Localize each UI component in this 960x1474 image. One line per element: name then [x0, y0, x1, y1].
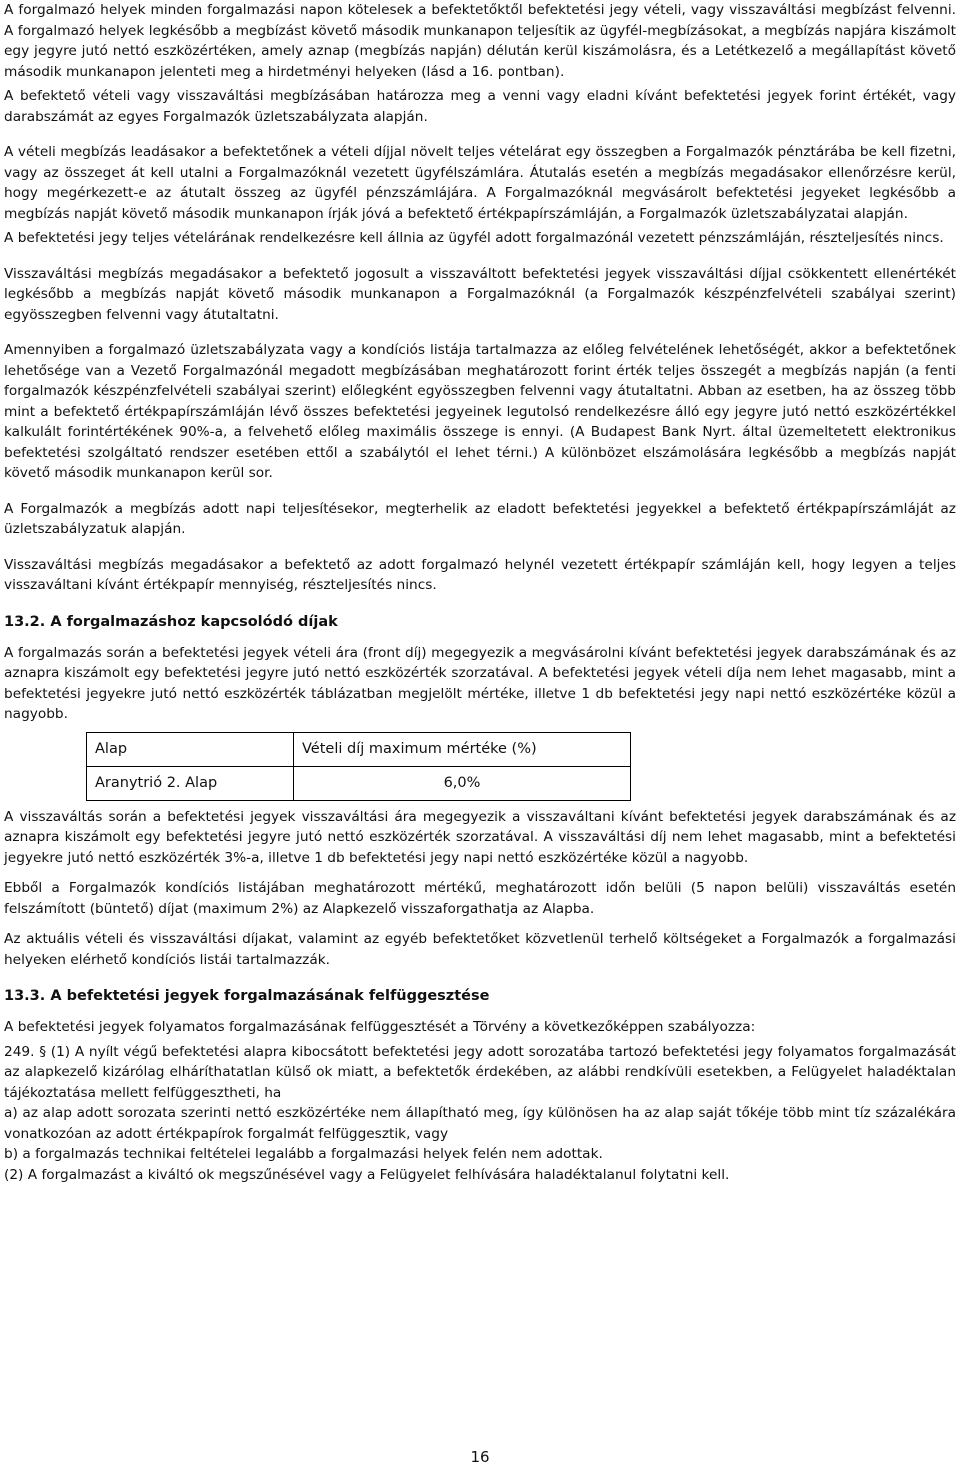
paragraph-suspension-intro: A befektetési jegyek folyamatos forgalmazásának felfüggesztését a Törvény a következőképpen szabályozza: [4, 1019, 756, 1035]
section-heading-fees: 13.2. A forgalmazáshoz kapcsolódó díjak [4, 613, 338, 630]
paragraph-purchase-payment: A vételi megbízás leadásakor a befektetőnek a vételi díjjal növelt teljes vételárat egy összegben a Forgalmazók pénztárába be kell fizetni, vagy az összeget át kell utalni a Forgalmazóknál vezetett ügyfélszámlára. Átutalás esetén a megbízás megadásakor ellenőrzésre kerül, hogy megérkezett-e az átutalt összeg az ügyfél pénzszámlájára. A Forgalmazóknál megvásárolt befektetési jegyeket legkésőbb a megbízás napját követő második munkanapon írják jóvá a befektető értékpapírszámláján, a Forgalmazók üzletszabályzatai alapján. [4, 144, 956, 222]
paragraph-debit-securities: A Forgalmazók a megbízás adott napi teljesítésekor, megterhelik az eladott befektetési jegyekkel a befektető értékpapírszámláját az üzletszabályzatuk alapján. [4, 500, 956, 537]
paragraph-law-item-2: (2) A forgalmazást a kiváltó ok megszűnésével vagy a Felügyelet felhívására haladéktalanul folytatni kell. [4, 1166, 730, 1183]
table-header-fund: Alap [87, 732, 294, 766]
document-page [4, 0, 956, 1185]
table-cell-fund: Aranytrió 2. Alap [87, 766, 294, 800]
section-heading-suspension: 13.3. A befektetési jegyek forgalmazásának felfüggesztése [4, 988, 490, 1004]
table-header-fee: Vételi díj maximum mértéke (%) [294, 732, 631, 766]
paragraph-purchase-fee: A forgalmazás során a befektetési jegyek vételi ára (front díj) megegyezik a megvásárolni kívánt befektetési jegyek darabszámának és az aznapra kiszámolt egy befektetési jegyre jutó nettó eszközérték szorzatával. A befektetési jegyek vételi díja nem lehet magasabb, mint a befektetési jegyekre jutó nettó eszközérték táblázatban megjelölt mértéke, illetve 1 db befektetési jegy napi nettó eszközértéke közül a nagyobb. [4, 644, 956, 722]
paragraph-law-249: 249. § (1) A nyílt végű befektetési alapra kibocsátott befektetési jegy adott sorozatába tartozó befektetési jegy folyamatos forgalmazását az alapkezelő kizárólag elháríthatatlan külső ok miatt, a befektetők érdekében, az alábbi rendkívüli esetekben, a Felügyelet haladéktalan tájékoztatása mellett felfüggesztheti, ha [4, 1043, 956, 1101]
paragraph-law-item-b: b) a forgalmazás technikai feltételei legalább a forgalmazási helyek felén nem adottak. [4, 1146, 603, 1162]
table-row [87, 766, 631, 800]
paragraph-penalty-fee: Ebből a Forgalmazók kondíciós listájában meghatározott mértékű, meghatározott időn belüli (5 napon belüli) visszaváltás esetén felszámított (büntető) díjat (maximum 2%) az Alapkezelő visszaforgathatja az Alapba. [4, 880, 956, 917]
page-number: 16 [470, 1448, 490, 1466]
paragraph-current-fees: Az aktuális vételi és visszaváltási díjakat, valamint az egyéb befektetőket közvetlenül terhelő költségeket a Forgalmazók a forgalmazási helyeken elérhető kondíciós listái tartalmazzák. [4, 931, 956, 968]
paragraph-advance-payment: Amennyiben a forgalmazó üzletszabályzata vagy a kondíciós listája tartalmazza az előleg felvételének lehetőségét, akkor a befektetőnek lehetősége van a Vezető Forgalmazónál megadott megbízásában meghatározott forint érték teljes összegét a megbízás napján (a fenti forgalmazók készpénzfelvételi szabályai szerint) előlegként egyösszegben felvenni vagy átutaltatni. Abban az esetben, ha az összeg több mint a befektető értékpapírszámláján lévő összes befektetési jegyeinek legutolsó rendelkezésre álló egy jegyre jutó nettó eszközértékkel kalkulált forintértékének 90%-a, a felvehető előleg maximális összege is ennyi. (A Budapest Bank Nyrt. által üzemeltetett elektronikus befektetési szolgáltató rendszer esetében ettől a szabálytól el lehet térni.) A különbözet elszámolására legkésőbb a megbízás napját követő második munkanapon kerül sor. [4, 342, 956, 481]
paragraph-redemption-fee: A visszaváltás során a befektetési jegyek visszaváltási ára megegyezik a visszaváltani kívánt befektetési jegyek darabszámának és az aznapra kiszámolt egy befektetési jegyre jutó nettó eszközérték szorzatával. A visszaváltási díj nem lehet magasabb, mint a befektetési jegyekre jutó nettó eszközérték 3%-a, illetve 1 db befektetési jegy napi nettó eszközértéke közül a nagyobb. [4, 808, 956, 866]
paragraph-law-item-a: a) az alap adott sorozata szerinti nettó eszközértéke nem állapítható meg, így különösen ha az alap saját tőkéje több mint tíz százalékára vonatkozóan az adott értékpapírok forgalmát felfüggesztik, vagy [4, 1105, 956, 1142]
paragraph-order-acceptance: A forgalmazó helyek minden forgalmazási napon kötelesek a befektetőktől befektetési jegy vételi, vagy visszaváltási megbízást felvenni. A forgalmazó helyek legkésőbb a megbízást követő második munkanapon teljesítik az ügyfél-megbízásokat, a megbízás napjára kiszámolt egy jegyre jutó nettó eszközértéken, amely aznap (megbízás napján) délután kerül kiszámolásra, és a Letétkezelő a megállapítást követő második munkanapon jelenteti meg a hirdetményi helyeken (lásd a 16. pontban). [4, 2, 956, 80]
table-header-row [87, 732, 631, 766]
fee-table [86, 732, 631, 801]
paragraph-order-value: A befektető vételi vagy visszaváltási megbízásában határozza meg a venni vagy eladni kívánt befektetési jegyek forint értékét, vagy darabszámát az egyes Forgalmazók üzletszabályzata alapján. [4, 88, 956, 125]
table-cell-fee: 6,0% [294, 766, 631, 800]
paragraph-redemption-quantity: Visszaváltási megbízás megadásakor a befektető az adott forgalmazó helynél vezetett értékpapír számláján kell, hogy legyen a teljes visszaváltani kívánt értékpapír mennyiség, részteljesítés nincs. [4, 556, 956, 593]
paragraph-redemption-payout: Visszaváltási megbízás megadásakor a befektető jogosult a visszaváltott befektetési jegyek visszaváltási díjjal csökkentett ellenértékét legkésőbb a megbízás napját követő második munkanapon a Forgalmazóknál (a Forgalmazók készpénzfelvételi szabályai szerint) egyösszegben felvenni vagy átutaltatni. [4, 265, 956, 323]
paragraph-full-price: A befektetési jegy teljes vételárának rendelkezésre kell állnia az ügyfél adott forgalmazónál vezetett pénzszámláján, részteljesítés nincs. [4, 230, 944, 246]
